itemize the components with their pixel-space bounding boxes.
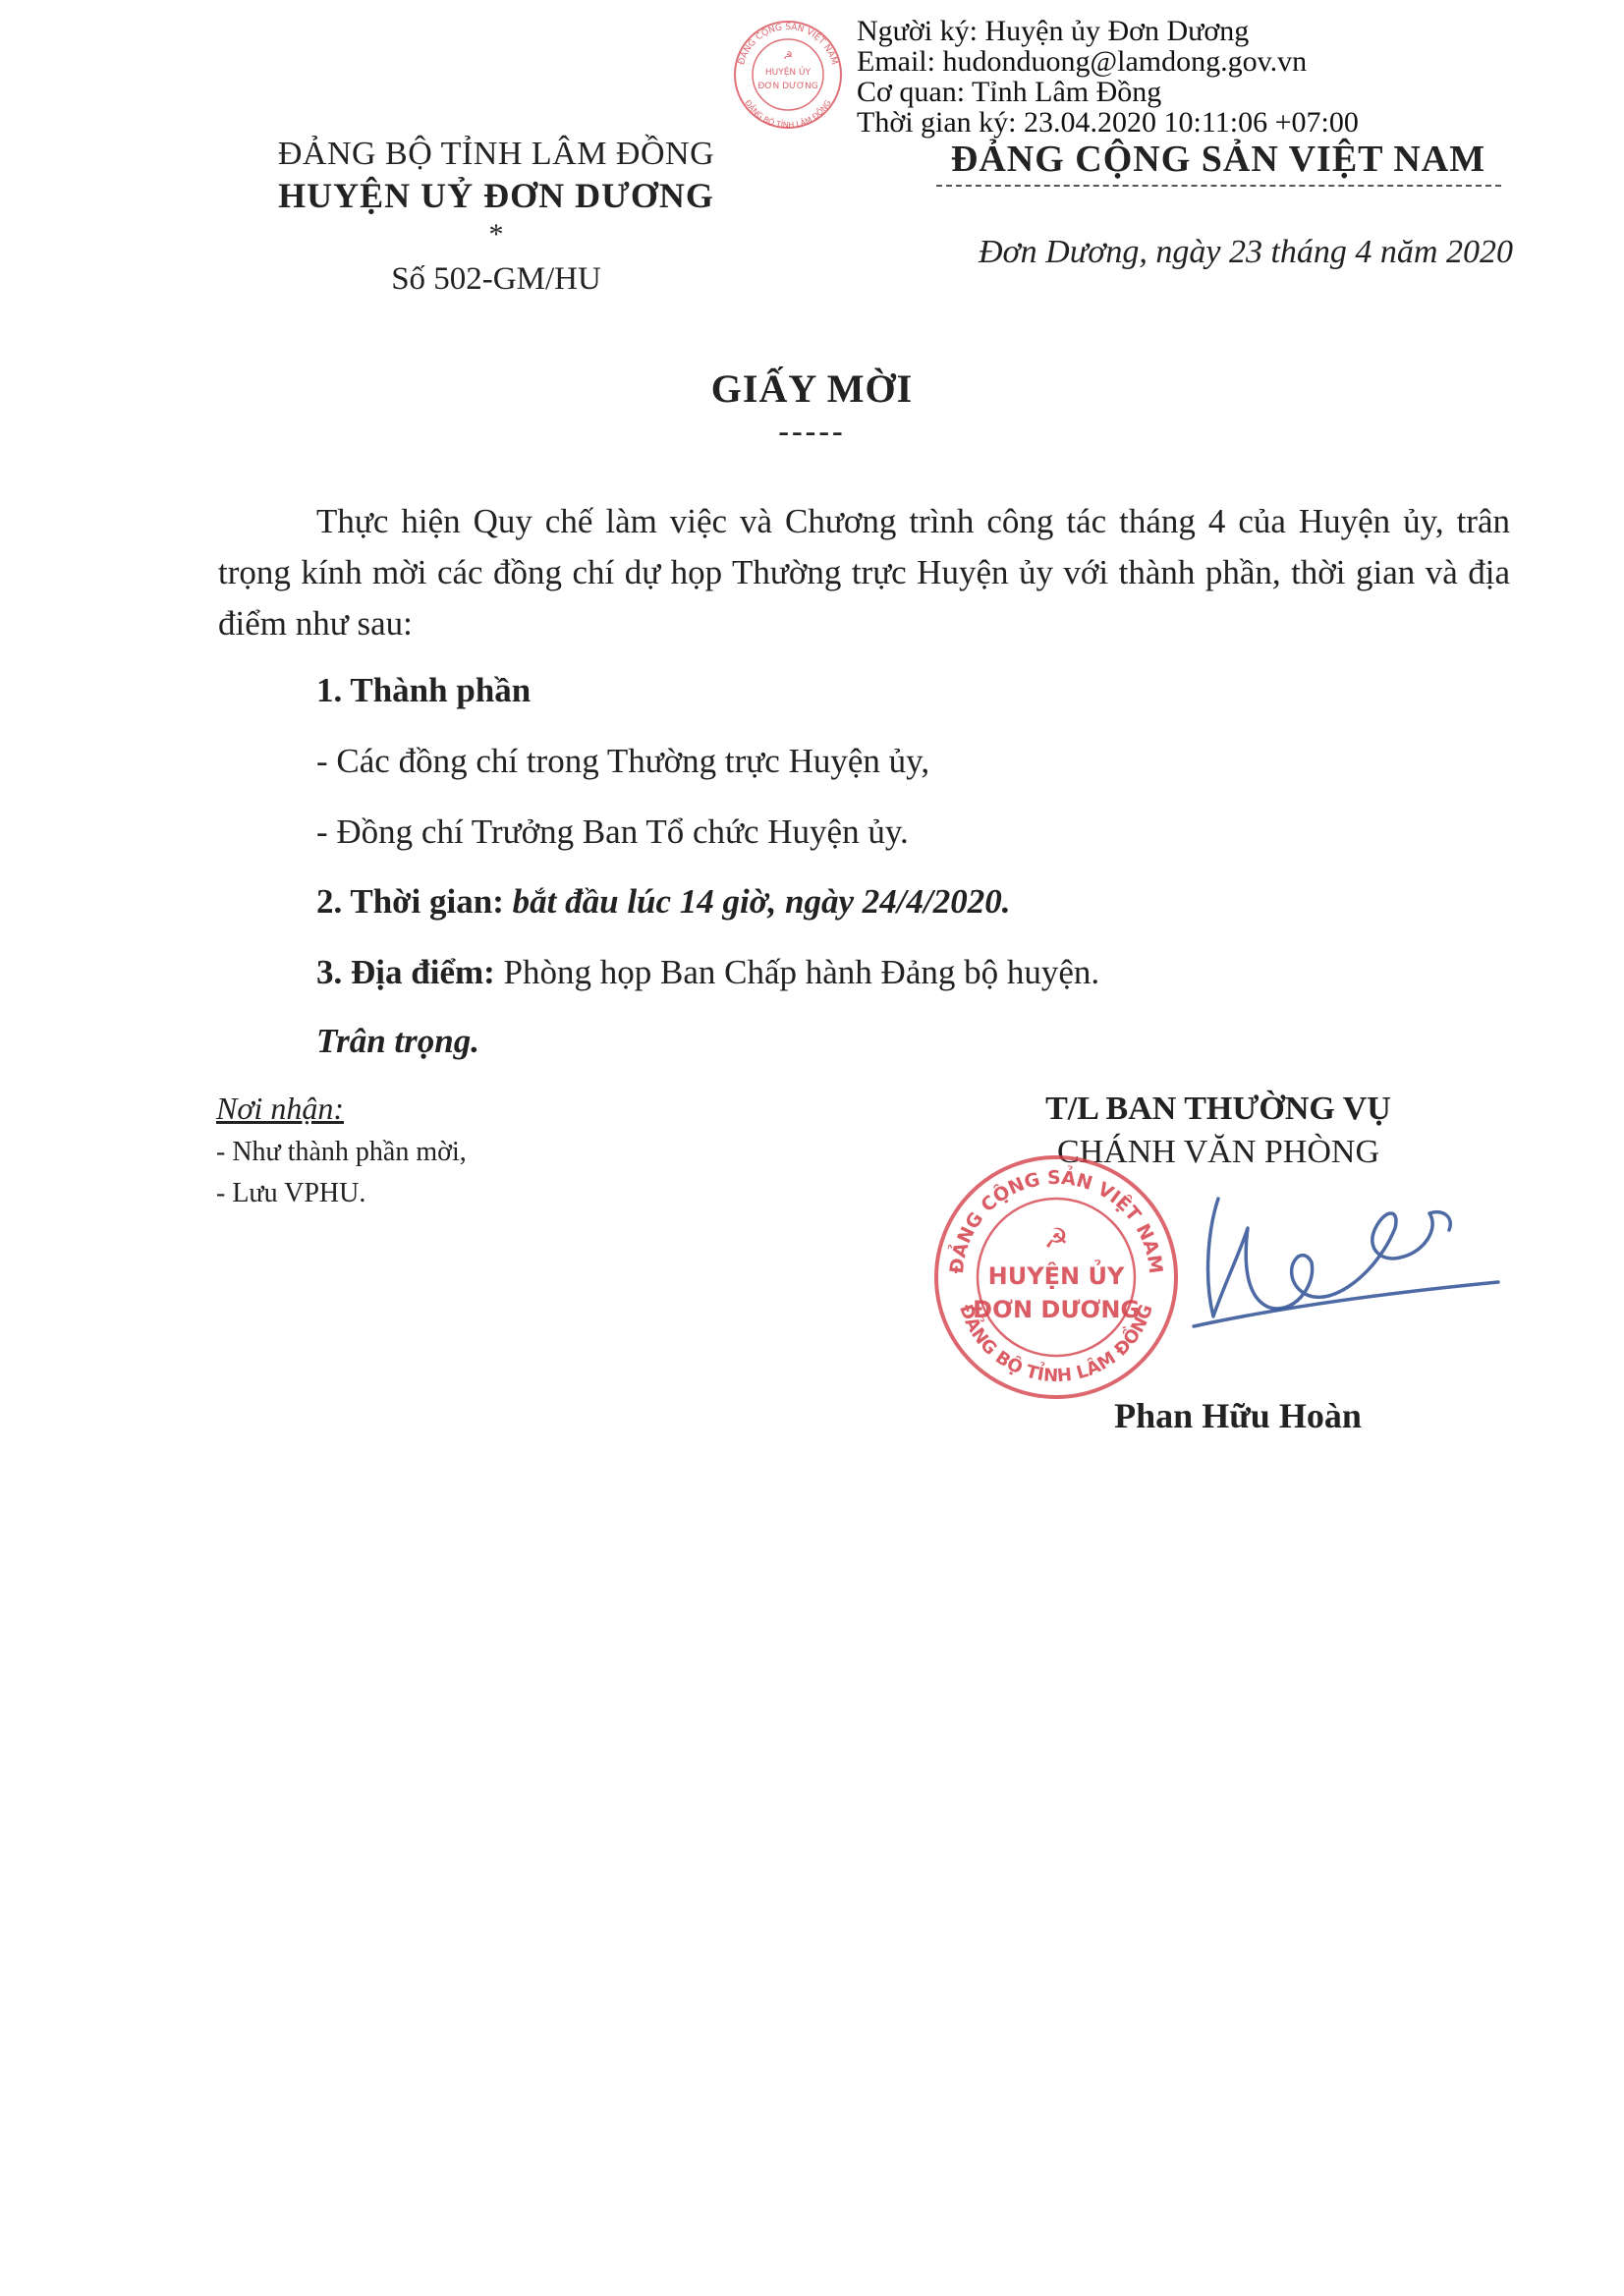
recipient-item: - Lưu VPHU. [216, 1178, 366, 1208]
handwritten-signature [1100, 1169, 1513, 1395]
digital-signature-info [857, 16, 1359, 138]
nation-title: ĐẢNG CỘNG SẢN VIỆT NAM [950, 139, 1486, 180]
svg-text:ĐƠN DƯƠNG: ĐƠN DƯƠNG [972, 1296, 1141, 1323]
svg-text:ĐẢNG BỘ TỈNH LÂM ĐỒNG: ĐẢNG BỘ TỈNH LÂM ĐỒNG [955, 1302, 1157, 1387]
intro-text: Thực hiện Quy chế làm việc và Chương trình công tác tháng 4 của Huyện ủy, trân trọng kính mời các đồng chí dự họp Thường trực Huyện ủy với thành phần, thời gian và địa điểm như sau: [218, 502, 1510, 643]
section2-value: bắt đầu lúc 14 giờ, ngày 24/4/2020. [512, 882, 1011, 921]
signature-role-2: CHÁNH VĂN PHÒNG [1056, 1134, 1380, 1170]
svg-text:HUYỆN ỦY: HUYỆN ỦY [764, 68, 812, 78]
place-date: Đơn Dương, ngày 23 tháng 4 năm 2020 [978, 234, 1513, 270]
document-number: Số 502-GM/HU [391, 261, 601, 297]
section1-heading: 1. Thành phần [316, 671, 532, 709]
section1-item-1: - Các đồng chí trong Thường trực Huyện ủy, [316, 742, 930, 780]
document-title: GIẤY MỜI [710, 366, 914, 411]
svg-text:☭: ☭ [783, 50, 793, 62]
small-seal-stamp [723, 14, 853, 132]
svg-text:ĐẢNG CỘNG SẢN VIỆT NAM: ĐẢNG CỘNG SẢN VIỆT NAM [945, 1166, 1167, 1275]
svg-text:☭: ☭ [1043, 1224, 1069, 1255]
svg-text:ĐẢNG CỘNG SẢN VIỆT NAM: ĐẢNG CỘNG SẢN VIỆT NAM [737, 22, 839, 67]
nation-underline [936, 185, 1501, 187]
header-right [914, 138, 1523, 187]
recipient-item: - Như thành phần mời, [216, 1137, 467, 1167]
section3-line [316, 953, 1099, 992]
svg-text:HUYỆN ỦY: HUYỆN ỦY [987, 1262, 1125, 1290]
section2-line [316, 882, 1011, 922]
header-left [196, 136, 796, 298]
recipients-title: Nơi nhận: [216, 1091, 344, 1126]
section2-label: 2. Thời gian: [316, 882, 504, 921]
svg-text:ĐẢNG BỘ TỈNH LÂM ĐỒNG: ĐẢNG BỘ TỈNH LÂM ĐỒNG [743, 98, 833, 131]
closing: Trân trọng. [316, 1022, 479, 1060]
email-line: Email: hudonduong@lamdong.gov.vn [857, 45, 1308, 78]
section1-item-2: - Đồng chí Trưởng Ban Tổ chức Huyện ủy. [316, 812, 909, 851]
header-star: * [488, 218, 504, 251]
agency-line: Cơ quan: Tỉnh Lâm Đồng [857, 76, 1162, 108]
party-committee: ĐẢNG BỘ TỈNH LÂM ĐỒNG [277, 136, 715, 172]
signature-role-1: T/L BAN THƯỜNG VỤ [1045, 1091, 1391, 1127]
section3-label: 3. Địa điểm: [316, 953, 495, 991]
signer-name: Phan Hữu Hoàn [1114, 1396, 1362, 1435]
recipients [216, 1091, 467, 1209]
district-committee: HUYỆN UỶ ĐƠN DƯƠNG [278, 176, 714, 215]
title-separator: ----- [778, 413, 846, 448]
intro-paragraph [218, 496, 1510, 649]
section3-value: Phòng họp Ban Chấp hành Đảng bộ huyện. [503, 953, 1100, 991]
svg-text:ĐƠN DƯƠNG: ĐƠN DƯƠNG [757, 82, 818, 91]
signer-line: Người ký: Huyện ủy Đơn Dương [857, 15, 1250, 47]
sign-time-line: Thời gian ký: 23.04.2020 10:11:06 +07:00 [857, 106, 1359, 139]
